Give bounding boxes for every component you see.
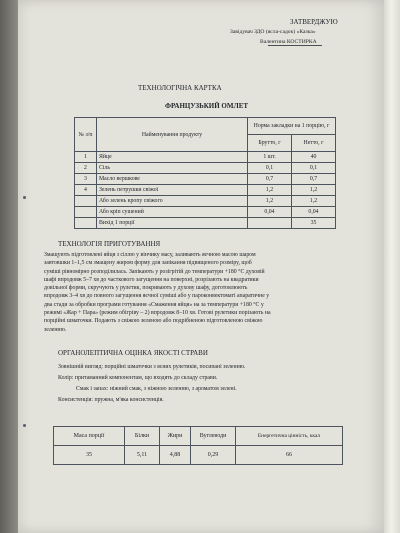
row-product: Вихід 1 порції [97,218,248,229]
row-product: Масло вершкове [97,174,248,185]
text-line: суміші рівномірно розподілилась. Запікають у розігрітій до температури +180 °С духовій [44,268,265,275]
header-product: Найменування продукту [97,118,248,152]
recipe-table [74,117,336,229]
nutri-value-fat: 4,88 [160,446,191,465]
approval-line1: Завідувач ЗДО (ясла-садок) «Казка» [230,29,316,35]
background-shadow-left [0,0,18,533]
header-num: № з/п [75,118,97,152]
row-num: 1 [75,152,97,163]
table-row-yield [75,218,336,229]
row-gross: 1,2 [248,196,292,207]
row-product: Яйце [97,152,248,163]
row-num [75,207,97,218]
row-gross: 0,04 [248,207,292,218]
row-net: 40 [292,152,336,163]
stacked-sheets-edge [384,0,400,533]
text-line: шафі впродовж 5–7 хв до часткового загущення на поверхні, розрізають на квадратики [44,276,259,283]
row-product: Сіль [97,163,248,174]
header-net: Нетто, г [292,135,336,152]
nutri-value-energy: 66 [236,446,343,465]
text-line: Консистенція: пружна, м'яка консистенція. [58,397,164,403]
row-net: 1,2 [292,185,336,196]
row-net: 0,04 [292,207,336,218]
approval-title: ЗАТВЕРДЖУЮ [290,18,338,26]
row-gross: 1 шт. [248,152,292,163]
nutri-header-carbs: Вуглеводи [191,427,236,446]
approval-line2: Валентина КОСТИРКА [260,39,317,45]
signature-line [268,45,322,46]
row-product: Зелень петрушки свіжої [97,185,248,196]
row-net: 0,1 [292,163,336,174]
text-line: завтовшки 1–1,5 см змащену жиром форму для запікання підвищеного розміру, щоб [44,260,252,267]
table-row [75,174,336,185]
header-norm: Норма закладки на 1 порцію, г [248,118,336,135]
table-row [75,152,336,163]
nutri-value-carbs: 0,29 [191,446,236,465]
text-line: порційні шматочки. Подають з свіжою зеленою або подрібненою підготовленою свіжою [44,318,263,325]
nutri-header-mass: Маса порції [54,427,125,446]
row-gross: 0,7 [248,174,292,185]
row-num [75,196,97,207]
text-line: Змащують підготовлені яйця з сіллю у вінчику масу, заливають яєчною масою шаром [44,252,256,258]
text-line: Смак і запах: ніжний смак, з ніжною зеленню, з ароматом зелені. [76,386,237,392]
nutri-header-fat: Жири [160,427,191,446]
text-line: довільної форми, скручують у рулетик, покривають у духову шафу, доготовлюють [44,285,248,292]
row-gross: 1,2 [248,185,292,196]
table-row [75,207,336,218]
text-line: режимі «Жар + Пара» (режим обігріву – 2) впродовж 8–10 хв. Готові рулетики порізають на [44,310,271,317]
quality-text [58,362,358,406]
technology-heading: ТЕХНОЛОГІЯ ПРИГОТУВАННЯ [58,240,161,248]
technology-text [44,251,362,334]
row-num: 2 [75,163,97,174]
table-row [75,185,336,196]
text-line: два стади за обробки програми готування «Смаження яйця» на за температури +180 °С у [44,301,264,308]
row-net: 0,7 [292,174,336,185]
row-gross: 0,1 [248,163,292,174]
nutri-header-energy: Енергетична цінність, ккал [236,427,343,446]
row-num: 4 [75,185,97,196]
nutri-header-protein: Білки [125,427,160,446]
text-line: Зовнішній вигляд: порційні шматочки з ясних рулетиків, посипані зеленню. [58,364,246,370]
document-page [18,0,384,533]
row-product: Або зелень кропу свіжого [97,196,248,207]
row-num: 3 [75,174,97,185]
text-line: зеленню. [44,326,67,333]
row-product: Або кріп сушений [97,207,248,218]
text-line: Колір: притаманний компонентам, що входять до складу страви. [58,375,218,381]
nutrition-table [53,426,343,465]
tech-card-title: ТЕХНОЛОГІЧНА КАРТКА [138,84,222,92]
table-row [75,196,336,207]
row-net: 35 [292,218,336,229]
row-num [75,218,97,229]
row-gross [248,218,292,229]
hole-punch-mark [23,196,26,199]
nutri-value-protein: 5,11 [125,446,160,465]
dish-title: ФРАНЦУЗЬКИЙ ОМЛЕТ [165,102,249,110]
nutri-value-mass: 35 [54,446,125,465]
header-gross: Брутто, г [248,135,292,152]
quality-heading: ОРГАНОЛЕПТИЧНА ОЦІНКА ЯКОСТІ СТРАВИ [58,349,208,357]
row-net: 1,2 [292,196,336,207]
hole-punch-mark [23,424,26,427]
text-line: впродовж 3–4 хв до повного загущення яєчної суміші або у пароконвектоматі апаратичне у [44,293,270,300]
table-row [75,163,336,174]
